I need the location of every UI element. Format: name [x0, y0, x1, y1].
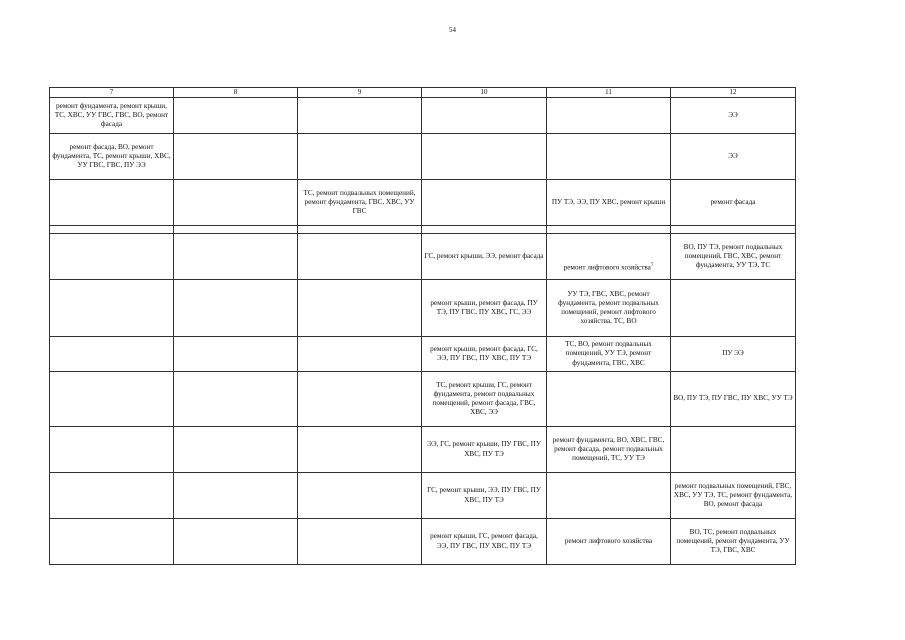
table-row [50, 134, 796, 180]
table-row [50, 372, 796, 427]
col-header-11: 11 [547, 88, 671, 98]
table-cell [298, 134, 422, 180]
table-row [50, 180, 796, 226]
table-cell [547, 372, 671, 427]
table-cell [422, 98, 547, 134]
table-cell [50, 473, 174, 519]
table-cell: ремонт крыши, ремонт фасада, ПУ ТЭ, ПУ ГВС, ПУ ХВС, ГС, ЭЭ [422, 280, 547, 337]
table-cell: ПУ ТЭ, ЭЭ, ПУ ХВС, ремонт крыши [547, 180, 671, 226]
table-cell [547, 473, 671, 519]
table-cell [50, 180, 174, 226]
table-cell: ПУ ЭЭ [671, 337, 796, 372]
col-header-7: 7 [50, 88, 174, 98]
table-cell [174, 226, 298, 234]
table-cell: ремонт лифтового хозяйства [547, 519, 671, 565]
table-cell [174, 427, 298, 473]
table-cell [50, 427, 174, 473]
table-cell: ТС, ремонт крыши, ГС, ремонт фундамента, ремонт подвальных помещений, ремонт фасада, ГВС, ХВС, ЭЭ [422, 372, 547, 427]
table-row [50, 473, 796, 519]
table-cell [50, 234, 174, 280]
col-header-9: 9 [298, 88, 422, 98]
table-cell [50, 519, 174, 565]
table-cell [174, 180, 298, 226]
table-cell [174, 337, 298, 372]
table-cell: ремонт крыши, ГС, ремонт фасада, ЭЭ, ПУ ГВС, ПУ ХВС, ПУ ТЭ [422, 519, 547, 565]
table-cell [671, 226, 796, 234]
table-cell: ВО, ПУ ТЭ, ремонт подвальных помещений, ГВС, ХВС, ремонт фундамента, УУ ТЭ, ТС [671, 234, 796, 280]
table-cell [50, 372, 174, 427]
table-cell [547, 234, 671, 280]
table-cell [50, 226, 174, 234]
table-cell: ремонт подвальных помещений, ГВС, ХВС, УУ ТЭ, ТС, ремонт фундамента, ВО, ремонт фасада [671, 473, 796, 519]
table-cell [547, 134, 671, 180]
page-number: 54 [449, 26, 456, 34]
table-row [50, 519, 796, 565]
table-row [50, 98, 796, 134]
data-table [49, 87, 796, 565]
table-cell [298, 372, 422, 427]
col-header-8: 8 [174, 88, 298, 98]
table-cell [298, 519, 422, 565]
table-cell [50, 280, 174, 337]
table-cell [50, 337, 174, 372]
table-cell [174, 473, 298, 519]
table-cell [298, 427, 422, 473]
table-cell [422, 180, 547, 226]
col-header-10: 10 [422, 88, 547, 98]
table-cell [174, 234, 298, 280]
table-cell [298, 337, 422, 372]
table-cell [422, 226, 547, 234]
table-cell [174, 134, 298, 180]
table-cell: ВО, ПУ ТЭ, ПУ ГВС, ПУ ХВС, УУ ТЭ [671, 372, 796, 427]
table-cell [298, 473, 422, 519]
table-row [50, 427, 796, 473]
table-row [50, 234, 796, 280]
table-cell: ГС, ремонт крыши, ЭЭ, ремонт фасада [422, 234, 547, 280]
table-cell: ТС, ВО, ремонт подвальных помещений, УУ ТЭ, ремонт фундамента, ГВС, ХВС [547, 337, 671, 372]
table-cell: ЭЭ [671, 98, 796, 134]
table-cell: ЭЭ [671, 134, 796, 180]
table-cell: ремонт фасада [671, 180, 796, 226]
table-cell [547, 98, 671, 134]
table-row [50, 280, 796, 337]
table-cell: ремонт фундамента, ВО, ХВС, ГВС, ремонт фасада, ремонт подвальных помещений, ТС, УУ ТЭ [547, 427, 671, 473]
table-cell [298, 280, 422, 337]
table-cell [298, 234, 422, 280]
header-row [50, 88, 796, 98]
table-cell: ремонт фасада, ВО, ремонт фундамента, ТС, ремонт крыши, ХВС, УУ ГВС, ГВС, ПУ ЭЭ [50, 134, 174, 180]
table-row [50, 226, 796, 234]
table-cell [547, 226, 671, 234]
table-cell: ремонт крыши, ремонт фасада, ГС, ЭЭ, ПУ ГВС, ПУ ХВС, ПУ ТЭ [422, 337, 547, 372]
table-cell: ТС, ремонт подвальных помещений, ремонт фундамента, ГВС, ХВС, УУ ГВС [298, 180, 422, 226]
table-cell: ЭЭ, ГС, ремонт крыши, ПУ ГВС, ПУ ХВС, ПУ ТЭ [422, 427, 547, 473]
table-cell [671, 280, 796, 337]
table-cell [174, 372, 298, 427]
table-row [50, 337, 796, 372]
table-cell: ГС, ремонт крыши, ЭЭ, ПУ ГВС, ПУ ХВС, ПУ ТЭ [422, 473, 547, 519]
table-cell [298, 98, 422, 134]
col-header-12: 12 [671, 88, 796, 98]
table-cell [422, 134, 547, 180]
footnote-mark: 7 [650, 263, 654, 269]
table-cell [174, 519, 298, 565]
table-cell [174, 280, 298, 337]
table-cell: ВО, ТС, ремонт подвальных помещений, ремонт фундамента, УУ ТЭ, ГВС, ХВС [671, 519, 796, 565]
table-cell: ремонт фундамента, ремонт крыши, ТС, ХВС, УУ ГВС, ГВС, ВО, ремонт фасада [50, 98, 174, 134]
table-cell [671, 427, 796, 473]
table-cell [174, 98, 298, 134]
table-cell [298, 226, 422, 234]
table-cell: УУ ТЭ, ГВС, ХВС, ремонт фундамента, ремонт подвальных помещений, ремонт лифтового хозяйства, ТС, ВО [547, 280, 671, 337]
cell-text: ремонт лифтового хозяйства [563, 263, 651, 272]
